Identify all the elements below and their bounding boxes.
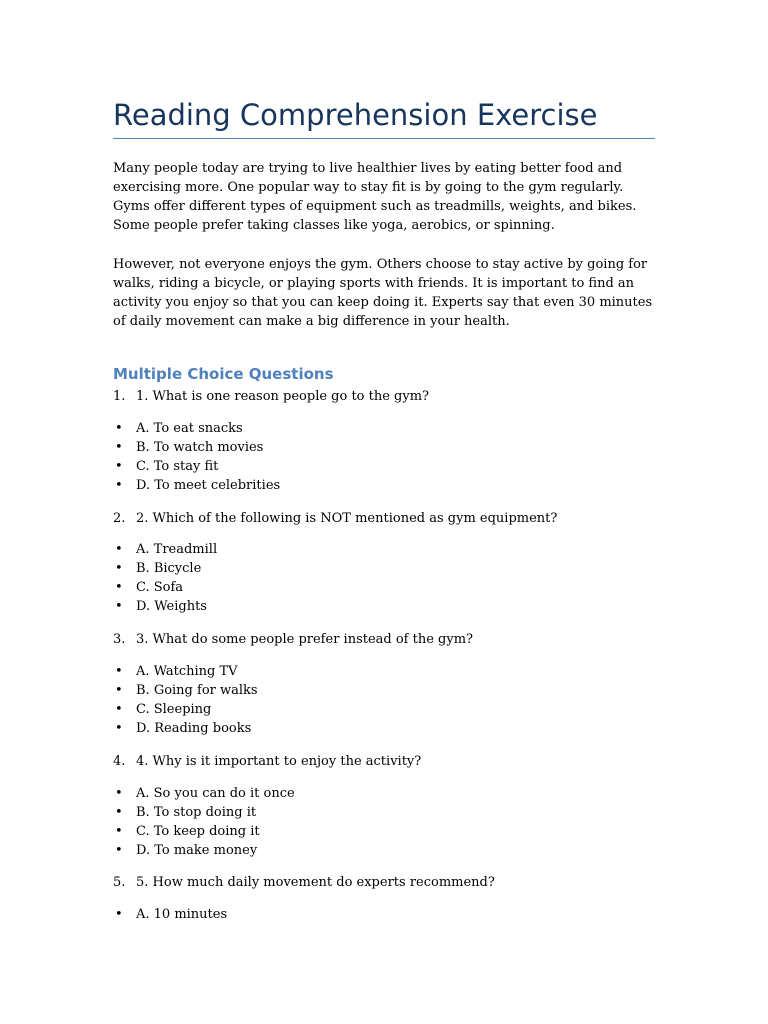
bullet-icon: • [115,459,123,474]
question-text: 5. How much daily movement do experts recommend? [136,875,495,890]
question-number: 5. [113,875,126,890]
question-number: 2. [113,511,126,526]
option-text: A. So you can do it once [136,786,295,801]
option-text: A. Treadmill [136,542,218,557]
paragraph-2: However, not everyone enjoys the gym. Others choose to stay active by going for walks, riding a bicycle, or playing sports with friends. It is important to find an activity you enjoy so that you can keep doing it. Experts say that even 30 minutes of daily movement can make a big difference in your health. [113,257,653,329]
bullet-icon: • [115,599,123,614]
bullet-icon: • [115,664,123,679]
bullet-icon: • [115,580,123,595]
bullet-icon: • [115,907,123,922]
bullet-icon: • [115,805,123,820]
question-text: 3. What do some people prefer instead of the gym? [136,632,474,647]
bullet-icon: • [115,561,123,576]
option-text: A. Watching TV [136,664,238,679]
option-text: B. Going for walks [136,683,258,698]
option-text: B. Bicycle [136,561,202,576]
bullet-icon: • [115,478,123,493]
option-text: D. To make money [136,843,258,858]
bullet-icon: • [115,421,123,436]
bullet-icon: • [115,683,123,698]
document-title: Reading Comprehension Exercise [113,98,598,132]
bullet-icon: • [115,843,123,858]
bullet-icon: • [115,824,123,839]
option-text: D. To meet celebrities [136,478,281,493]
option-text: A. 10 minutes [136,907,228,922]
bullet-icon: • [115,786,123,801]
option-text: C. Sleeping [136,702,212,717]
option-text: D. Weights [136,599,207,614]
option-text: B. To watch movies [136,440,264,455]
question-number: 1. [113,389,126,404]
option-text: C. To keep doing it [136,824,260,839]
question-text: 4. Why is it important to enjoy the activity? [136,754,422,769]
bullet-icon: • [115,542,123,557]
option-text: B. To stop doing it [136,805,257,820]
question-text: 2. Which of the following is NOT mentioned as gym equipment? [136,511,558,526]
option-text: C. To stay fit [136,459,219,474]
bullet-icon: • [115,721,123,736]
title-underline-rule [113,138,655,139]
bullet-icon: • [115,440,123,455]
question-number: 4. [113,754,126,769]
option-text: C. Sofa [136,580,184,595]
paragraph-1: Many people today are trying to live healthier lives by eating better food and exercising more. One popular way to stay fit is by going to the gym regularly. Gyms offer different types of equipment such as treadmills, weights, and bikes. Some people prefer taking classes like yoga, aerobics, or spinning. [113,161,637,233]
question-number: 3. [113,632,126,647]
option-text: D. Reading books [136,721,252,736]
bullet-icon: • [115,702,123,717]
section-heading: Multiple Choice Questions [113,365,334,383]
question-text: 1. What is one reason people go to the gym? [136,389,430,404]
option-text: A. To eat snacks [136,421,243,436]
